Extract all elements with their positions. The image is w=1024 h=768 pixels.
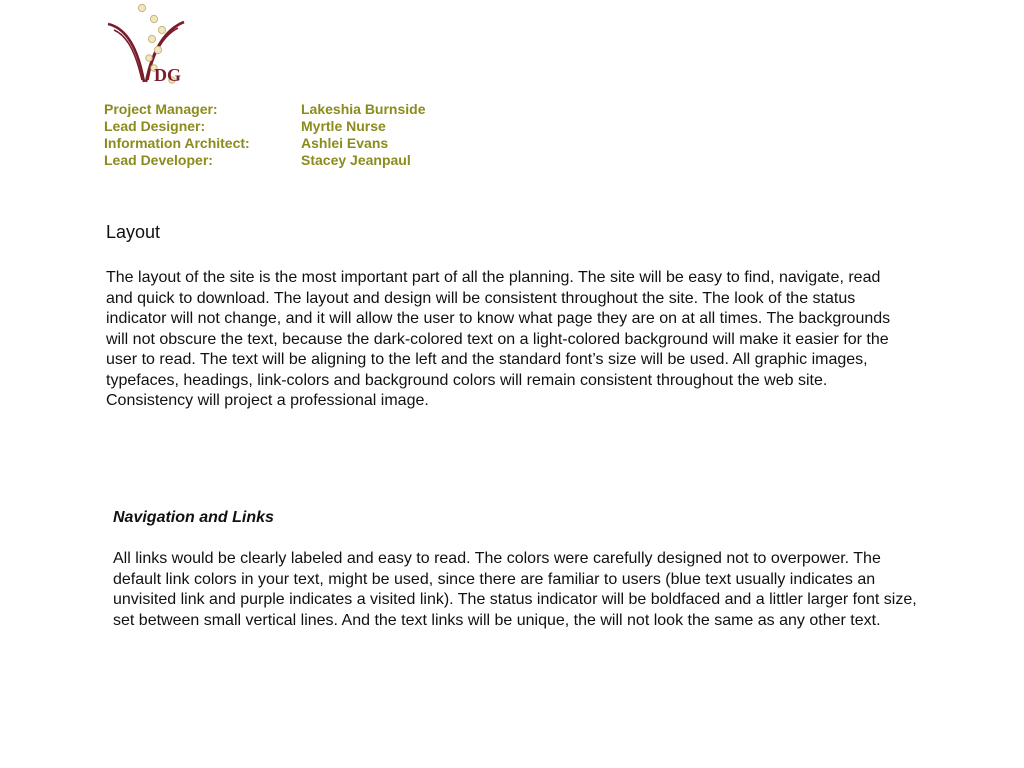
team-row [104, 152, 426, 169]
team-member-name: Myrtle Nurse [301, 118, 386, 134]
team-member-name: Lakeshia Burnside [301, 101, 426, 117]
team-role: Information Architect: [104, 135, 250, 151]
team-member-name: Stacey Jeanpaul [301, 152, 411, 168]
team-row [104, 101, 426, 118]
team-role: Lead Developer: [104, 152, 213, 168]
team-row [104, 135, 426, 152]
logo-letters: DG [154, 65, 181, 85]
navigation-paragraph: All links would be clearly labeled and easy to read. The colors were carefully designed not to overpower. The default link colors in your text, might be used, since there are familiar to users (blue text usually indicates an unvisited link and purple indicates a visited link). The status indicator will be boldfaced and a littler larger font size, set between small vertical lines. And the text links will be unique, the will not look the same as any other text. [113, 550, 917, 629]
team-member-name: Ashlei Evans [301, 135, 389, 151]
layout-paragraph: The layout of the site is the most important part of all the planning. The site will be easy to find, navigate, read and quick to download. The layout and design will be consistent throughout the site. The look of the status indicator will not change, and it will allow the user to know what page they are on at all times. The backgrounds will not obscure the text, because the dark-colored text on a light-colored background will make it easier for the user to read. The text will be aligning to the left and the standard font’s size will be used. All graphic images, typefaces, headings, link-colors and background colors will remain consistent throughout the web site. Consistency will project a professional image. [106, 269, 891, 409]
navigation-heading: Navigation and Links [113, 509, 274, 526]
layout-heading: Layout [106, 222, 161, 242]
vdg-logo-graphic [104, 0, 200, 90]
vdg-logo-icon [104, 0, 200, 90]
team-role: Project Manager: [104, 101, 218, 117]
team-role: Lead Designer: [104, 118, 206, 134]
team-list [104, 101, 426, 169]
team-row [104, 118, 426, 135]
